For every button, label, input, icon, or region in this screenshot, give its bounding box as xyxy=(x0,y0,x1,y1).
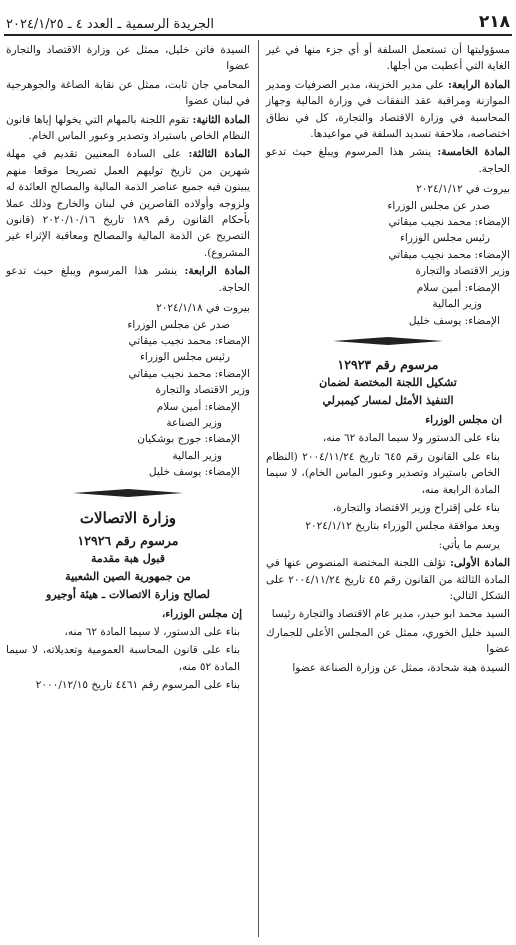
decree-subtitle: لصالح وزارة الاتصالات ـ هيئة أوجيرو xyxy=(46,587,210,601)
committee-member: المحامي جان ثابت، ممثل عن نقابة الصاغة والجوهرجية في لبنان عضوا xyxy=(6,78,250,108)
article-text: على السادة المعنيين تقديم في مهلة شهرين من تاريخ توليهم العمل تصريحا موقعا منهم يبينون فيه جميع عناصر الذمة المالية والمصالح العائدة له ولزوجه وأولاده القاصرين في لبنان والخارج وذلك عملا بأحكام القانون رقم ١٨٩ تاريخ ٢٠٢٠/١٠/١٦ (قانون التصريح عن الذمة المالية والمصالح ومعاقبة الإثراء غير المشروع). xyxy=(6,148,250,259)
date-line: بيروت في ٢٠٢٤/١/١٢ xyxy=(416,183,510,196)
gazette-title: الجريدة الرسمية ـ العدد ٤ ـ ٢٠٢٤/١/٢٥ xyxy=(6,17,214,32)
basis-clause: وبعد موافقة مجلس الوزراء بتاريخ ٢٠٢٤/١/١٢ xyxy=(305,520,500,533)
basis-clause: بناء على الدستور ولا سيما المادة ٦٢ منه، xyxy=(322,432,500,445)
article-label: المادة الأولى: xyxy=(450,557,510,570)
basis-clause: بناء على الدستور، لا سيما المادة ٦٢ منه، xyxy=(64,625,240,638)
article-text: ينشر هذا المرسوم ويبلغ حيث تدعو الحاجة. xyxy=(6,265,250,294)
decree-subtitle: من جمهورية الصين الشعبية xyxy=(65,569,191,583)
basis-clause: بناء على قانون المحاسبة العمومية وتعديلاته، لا سيما المادة ٥٢ منه، xyxy=(6,644,240,673)
minister-title: وزير المالية xyxy=(172,449,222,462)
decrees-line: يرسم ما يأتي: xyxy=(438,538,500,551)
ministry-heading: وزارة الاتصالات xyxy=(79,508,177,527)
paragraph: مسؤوليتها أن تستعمل السلفة أو أي جزء منها في غير الغاية التي أعطيت من أجلها. xyxy=(266,44,510,73)
pm-title: رئيس مجلس الوزراء xyxy=(399,232,490,245)
signature: الإمضاء: أمين سلام xyxy=(416,281,500,294)
article-label: المادة الثانية: xyxy=(192,113,250,126)
date-line: بيروت في ٢٠٢٤/١/١٨ xyxy=(156,302,250,315)
article-label: المادة الثالثة: xyxy=(188,148,250,161)
article-label: المادة الرابعة: xyxy=(448,78,510,91)
signature: الإمضاء: يوسف خليل xyxy=(408,314,500,327)
article-text: ينشر هذا المرسوم ويبلغ حيث تدعو الحاجة. xyxy=(266,146,510,175)
page-number: ٢١٨ xyxy=(478,12,510,32)
decree-subtitle: تشكيل اللجنة المختصة لضمان xyxy=(319,375,457,389)
council-heading: إن مجلس الوزراء، xyxy=(161,607,242,620)
right-column xyxy=(266,42,510,678)
header-rule xyxy=(4,34,512,36)
article-text: تقوم اللجنة بالمهام التي يخولها إياها قانون النظام الخاص باستيراد وتصدير وعبور الماس الخام. xyxy=(6,113,250,143)
basis-clause: بناء على القانون رقم ٦٤٥ تاريخ ٢٠٠٤/١١/٢٤ (النظام الخاص باستيراد وتصدير وعبور الماس الخام)، لا سيما المادة الرابعة منه، xyxy=(266,450,500,496)
signature: الإمضاء: محمد نجيب ميقاتي xyxy=(128,334,250,347)
article-label: المادة الرابعة: xyxy=(184,265,251,278)
article-text: على مدير الخزينة، مدير الصرفيات ومدير الموازنة ومراقبة عقد النفقات في وزارة المالية وجهاز المحاسبة في وزارة الاقتصاد والتجارة، كل في نطاق اختصاصه، ملاحقة تسديد السلفة في مواعيدها. xyxy=(266,78,510,141)
minister-title: وزير الاقتصاد والتجارة xyxy=(415,265,510,278)
signature: الإمضاء: يوسف خليل xyxy=(148,466,240,479)
decree-subtitle: قبول هبة مقدمة xyxy=(91,551,165,565)
basis-clause: بناء على المرسوم رقم ٤٤٦١ تاريخ ٢٠٠٠/١٢/١٥ xyxy=(35,679,240,692)
issued-by: صدر عن مجلس الوزراء xyxy=(127,318,230,331)
article-text: تؤلف اللجنة المختصة المنصوص عنها في المادة الثالثة من القانون رقم ٤٥ تاريخ ٢٠٠٤/١١/٢٤ على الشكل التالي: xyxy=(266,557,510,602)
issued-by: صدر عن مجلس الوزراء xyxy=(387,199,490,212)
article-4 xyxy=(266,77,510,143)
decree-title: مرسوم رقم ١٢٩٢٦ xyxy=(77,532,179,548)
committee-member: السيدة فاتن خليل، ممثل عن وزارة الاقتصاد والتجارة عضوا xyxy=(6,44,250,73)
article-2 xyxy=(6,112,250,145)
signature: الإمضاء: جورج بوشكيان xyxy=(137,433,240,446)
pm-title: رئيس مجلس الوزراء xyxy=(139,351,230,364)
article-4 xyxy=(6,263,250,296)
basis-clause: بناء على إقتراح وزير الاقتصاد والتجارة، xyxy=(332,501,500,514)
column-divider xyxy=(258,40,259,937)
page-header xyxy=(6,6,510,32)
committee-member: السيد محمد ابو حيدر، مدير عام الاقتصاد والتجارة رئيسا xyxy=(271,608,510,621)
signature: الإمضاء: محمد نجيب ميقاتي xyxy=(388,248,510,261)
minister-title: وزير الصناعة xyxy=(166,416,222,429)
article-label: المادة الخامسة: xyxy=(437,146,510,159)
article-1 xyxy=(266,555,510,604)
signature: الإمضاء: محمد نجيب ميقاتي xyxy=(128,367,250,380)
article-3 xyxy=(6,146,250,261)
signature: الإمضاء: أمين سلام xyxy=(156,400,240,413)
article-5 xyxy=(266,144,510,177)
council-heading: ان مجلس الوزراء xyxy=(425,413,502,426)
section-divider xyxy=(6,487,250,499)
committee-member: السيدة هبة شحادة، ممثل عن وزارة الصناعة عضوا xyxy=(292,661,510,674)
signature: الإمضاء: محمد نجيب ميقاتي xyxy=(388,216,510,229)
left-column xyxy=(6,42,250,696)
committee-member: السيد خليل الخوري، ممثل عن المجلس الأعلى للجمارك عضوا xyxy=(266,626,510,656)
minister-title: وزير المالية xyxy=(432,298,482,311)
decree-title: مرسوم رقم ١٢٩٢٣ xyxy=(337,356,439,372)
decree-subtitle: التنفيذ الأمثل لمسار كيمبرلي xyxy=(322,393,454,407)
section-divider xyxy=(266,335,510,347)
minister-title: وزير الاقتصاد والتجارة xyxy=(155,384,250,397)
